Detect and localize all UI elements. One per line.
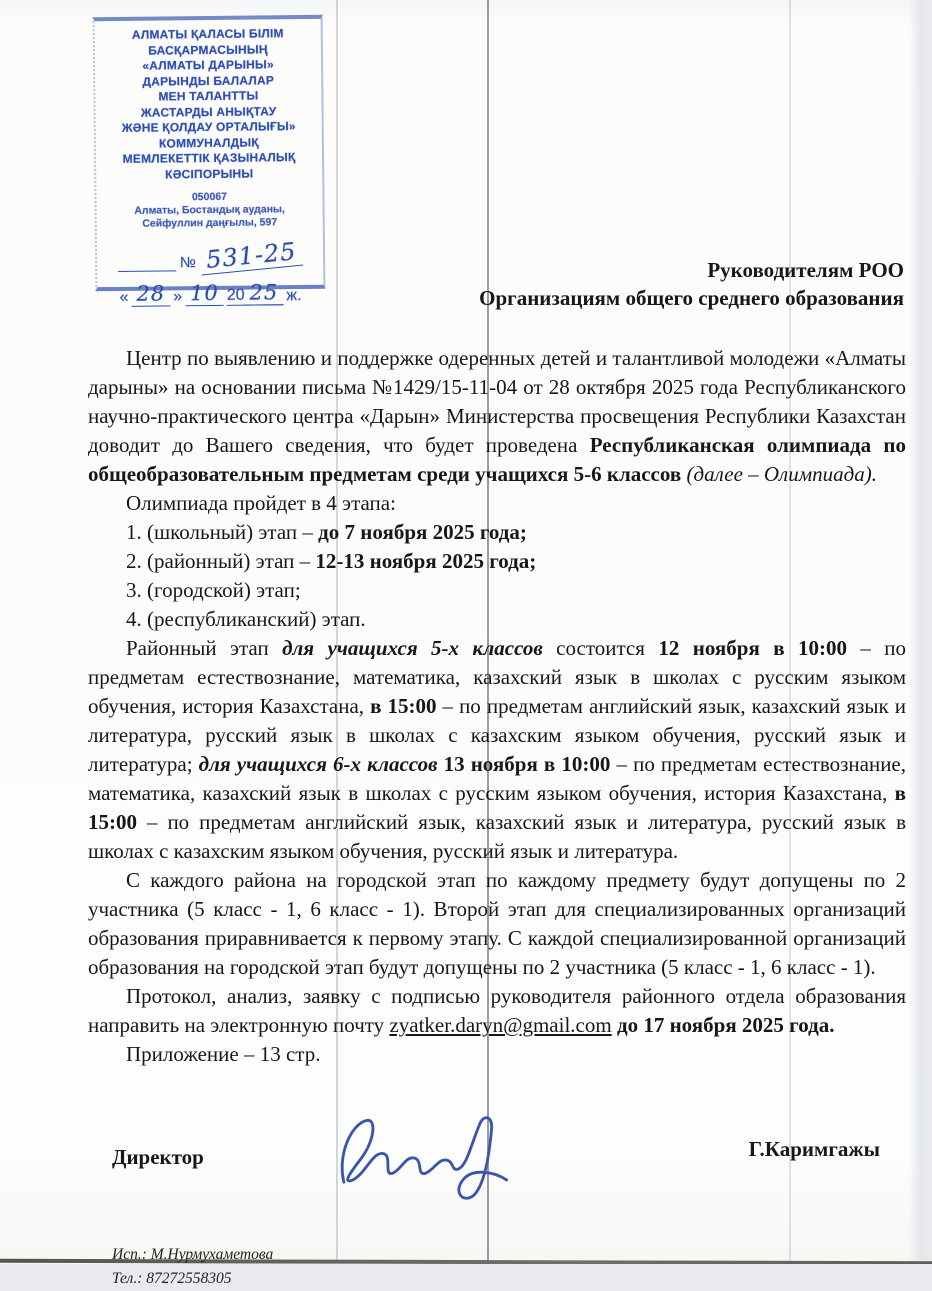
stamp-org-line: «АЛМАТЫ ДАРЫНЫ» [142,57,274,73]
addressee-line-1: Руководителям РОО [707,258,904,282]
stamp-handwritten-number: 531-25 [199,237,304,276]
stamp-quote-open: « [119,288,129,306]
stage-list-item-1: 1. (школьный) этап – до 7 ноября 2025 года; [126,520,527,544]
director-name: Г.Каримгажы [748,1137,880,1161]
stamp-date-suffix: ж. [286,287,302,305]
stamp-handwritten-month: 10 [185,281,224,306]
stamp-org-line: ЖАСТАРДЫ АНЫҚТАУ [140,103,277,120]
paragraph-attachment: Приложение – 13 стр. [126,1042,321,1066]
paragraph-stages-intro: Олимпиада пройдет в 4 этапа: [126,491,396,515]
stage-list-item-3: 3. (городской) этап; [126,578,301,602]
director-title: Директор [112,1145,204,1169]
stamp-org-line: БАСҚАРМАСЫНЫҢ [148,41,268,58]
stamp-quote-close: » [173,288,183,306]
signature-ink-icon [328,1103,538,1213]
stamp-org-line: МЕМЛЕКЕТТІК ҚАЗЫНАЛЫҚ [122,150,296,166]
stamp-address [96,190,322,231]
letter-body [88,256,906,1291]
executor-name: Исп.: М.Нурмухаметова [112,1246,274,1263]
stamp-handwritten-day: 28 [131,281,170,306]
addressee-block [88,256,904,312]
stamp-org-line: ЖӘНЕ ҚОЛДАУ ОРТАЛЫҒЫ» [121,119,296,135]
stamp-org-line: ДАРЫНДЫ БАЛАЛАР [142,72,275,89]
stamp-number-sign: № [179,254,197,272]
stage-list-item-2: 2. (районный) этап – 12-13 ноября 2025 года; [126,549,537,573]
stamp-org-name [95,26,323,183]
addressee-line-2: Организациям общего среднего образования [479,286,904,310]
stamp-address-line: Сейфуллин даңғылы, 597 [142,216,278,230]
stage-list-item-4: 4. (республиканский) этап. [126,607,366,631]
paragraph-submission: Протокол, анализ, заявку с подписью руководителя районного отдела образования направить на электронную почту zyatker.daryn@gmail.com до 17 ноября 2025 года. [88,984,906,1037]
stamp-org-line: КӘСІПОРЫНЫ [165,166,254,181]
handwritten-signature [328,1103,538,1221]
organization-stamp [93,15,326,306]
signature-row [88,1115,906,1225]
paragraph-district-stage: Районный этап для учащихся 5-х классов состоится 12 ноября в 10:00 – по предметам естествознание, математика, казахский язык в школах с русским языком обучения, история Казахстана, в 15:00 – по предметам английский язык, казахский язык и литература, русский язык в школах с казахским языком обучения, русский язык и литература; для учащихся 6-х классов 13 ноября в 10:00 – по предметам естествознание, математика, казахский язык в школах с русским языком обучения, история Казахстана, в 15:00 – по предметам английский язык, казахский язык и литература, русский язык в школах с казахским языком обучения, русский язык и литература. [88,636,907,863]
page-right-edge [908,0,932,1266]
executor-phone: Тел.: 87272558305 [112,1270,232,1287]
stamp-postal-code: 050067 [191,190,228,204]
stamp-org-line: МЕН ТАЛАНТТЫ [158,88,259,104]
stamp-org-line: КОММУНАЛДЫҚ [158,134,259,151]
stamp-printed-century: 20 25 [227,280,284,306]
stamp-org-line: АЛМАТЫ ҚАЛАСЫ БІЛІМ [131,26,284,42]
paragraph-intro: Центр по выявлению и поддержке одеренных детей и талантливой молодежи «Алматы дарыны» на основании письма №1429/15-11-04 от 28 октября 2025 года Республиканского научно-практического центра «Дарын» Министерства просвещения Республики Казахстан доводит до Вашего сведения, что будет проведена Республиканская олимпиада по общеобразовательным предметам среди учащихся 5-6 классов (далее – Олимпиада). [88,346,906,486]
stamp-handwritten-year: 25 [244,280,283,305]
executor-block [112,1243,906,1291]
stamp-address-line: Алматы, Бостандық ауданы, [134,203,285,217]
paragraph-participants: С каждого района на городской этап по каждому предмету будут допущены по 2 участника (5 класс - 1, 6 класс - 1). Второй этап для специализированных организаций образования приравнивается к первому этапу. С каждой специализированной организаций образования на городской этап будут допущены по 2 участника (5 класс - 1, 6 класс - 1). [88,868,906,979]
